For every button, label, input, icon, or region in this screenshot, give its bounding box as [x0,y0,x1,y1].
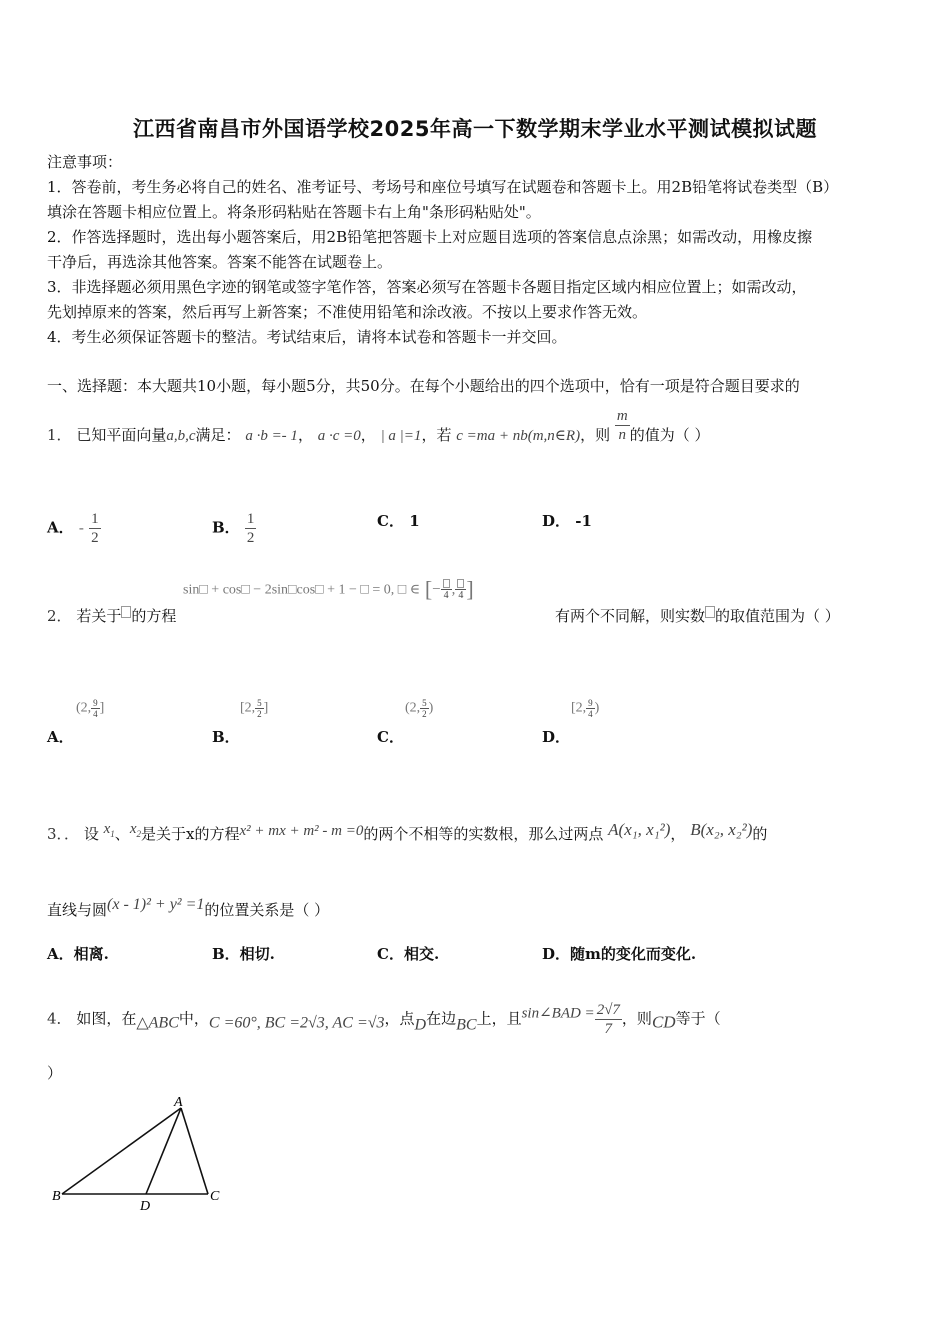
q1-option-d-label: D． [542,512,571,530]
triangle-figure [40,1090,240,1220]
q2-option-b[interactable] [212,726,240,747]
q4-text-4: 在边 [426,1009,457,1028]
q4-text-1: 如图，在 [76,1009,137,1028]
q2-option-c-value: (2, $\frac{5}{2}$ ) [405,698,434,719]
q1-math-norm: | a |=1 [380,428,422,444]
q1-math-combination: c =ma + nb(m,n∈R) [456,428,581,444]
q2-variable-box-2 [705,606,715,618]
notice-line-5: 3．非选择题必须用黑色字迹的钢笔或签字笔作答，答案必须写在答题卡各题目指定区域内相应位置上；如需改动， [47,278,807,296]
q2-option-d[interactable] [542,726,570,747]
q1-option-b-label: B． [212,518,240,537]
q1-option-c-label: C． [377,512,404,530]
q1-option-b[interactable] [212,510,256,547]
q2-equation-text: sin□ + cos□ − 2sin□cos□ + 1 − □ = 0, □ ∈ [183,582,421,598]
q2-option-a-label: A． [47,728,74,746]
question-3 [47,819,767,844]
q3-option-d[interactable]: D．随m的变化而变化. [542,945,697,963]
q2-option-d-label: D． [542,728,571,746]
q1-math-ab: a ·b =- 1 [245,428,298,444]
question-4 [47,1001,721,1038]
q2-option-b-value: [2, $\frac{5}{2}$ ] [240,698,269,719]
question-1 [47,407,710,446]
q2-interval-frac-2 [455,578,466,601]
q4-closing-paren: ） [47,1064,63,1082]
q4-text-6: ，则 [621,1009,652,1028]
q2-interval-frac-2-den: 4 [458,590,464,601]
q3-option-a[interactable]: A．相离. [47,945,109,963]
question-3-line-2 [47,895,329,920]
q2-text-2: 的方程 [131,607,177,625]
q1-option-b-num: 1 [246,511,255,527]
q3-text-6: 的 [752,825,768,843]
q1-fraction-m-n [615,407,630,444]
q3-option-b[interactable]: B．相切. [212,945,275,963]
q3-text-3: 是关于x的方程 [140,825,240,843]
label-c: C [210,1189,220,1204]
q2-interval-frac-1-den: 4 [443,590,449,601]
label-d: D [140,1199,151,1214]
question-2-tail [555,606,840,626]
q3-point-a: A(x₁, x₁²) [608,820,671,839]
q1-option-a-num: 1 [91,511,99,527]
q1-option-b-den: 2 [246,530,255,546]
q4-number: 4． [47,1009,72,1028]
q2-text-3: 有两个不同解，则实数 [555,607,706,625]
q3-text-5: ， [670,825,686,843]
q2-option-d-value: [2, $\frac{9}{4}$ ) [571,698,600,719]
q4-text-7: 等于（ [675,1009,721,1028]
q1-option-a-den: 2 [91,530,99,546]
q1-math-vectors: a,b,c [166,428,196,444]
q3-text-1: 设 [83,825,99,843]
q1-option-d[interactable] [542,510,592,531]
q4-sin-num: 2√7 [596,1002,620,1018]
q3-text-2: 、 [114,825,130,843]
q2-option-a-value: (2, $\frac{9}{4}$ ] [76,698,105,719]
q3-line2-text-a: 直线与圆 [47,901,108,919]
q3-line2-text-b: 的位置关系是（ ） [204,901,330,919]
q1-text-3: ， [297,426,313,444]
q2-interval-minus: − [432,581,441,598]
q3-circle-equation: (x - 1)² + y² =1 [107,896,205,913]
q2-option-b-label: B． [212,728,240,746]
q1-option-d-value: -1 [575,512,592,530]
q2-interval-frac-1 [441,578,452,601]
q3-option-c[interactable]: C．相交. [377,945,440,963]
q1-option-c-value: 1 [409,512,420,530]
q2-text-1: 若关于 [76,607,122,625]
q4-text-2: 中， [178,1009,209,1028]
page-title: 江西省南昌市外国语学校2025年高一下数学期末学业水平测试模拟试题 [133,117,817,141]
q4-segment-cd: CD [651,1012,676,1032]
notice-line-4: 干净后，再选涂其他答案。答案不能答在试题卷上。 [47,253,393,271]
q2-option-c-label: C． [377,728,404,746]
q2-equation: sin□ + cos□ − 2sin□cos□ + 1 − □ = 0, □ ∈ [− 4 , 4 ] [183,576,474,602]
q1-option-a-sign: - [78,520,84,537]
q3-point-b: B(x₂, x₂²) [690,820,753,839]
q4-sin-expression: sin∠BAD = [521,1005,595,1022]
notice-line-6: 先划掉原来的答案，然后再写上新答案；不准使用铅笔和涂改液。不按以上要求作答无效。 [47,303,648,321]
q1-frac-numerator: m [616,407,628,424]
q4-side-bc: BC [456,1016,477,1034]
q3-text-4: 的两个不相等的实数根，那么过两点 [363,825,604,843]
q1-option-c[interactable] [377,510,420,531]
notice-line-2: 填涂在答题卡相应位置上。将条形码粘贴在答题卡右上角"条形码粘贴处"。 [47,203,541,221]
q2-text-4: 的取值范围为（ ） [715,607,840,625]
q4-point-d: D [414,1016,427,1034]
q1-option-a-fraction [89,510,101,547]
q3-x2: $x_2$ [129,821,141,839]
side-ac [181,1108,208,1194]
q1-text-5: ，若 [421,426,452,444]
q3-x1: $x_1$ [103,821,115,839]
q2-option-a[interactable] [47,726,74,747]
q1-math-ac: a ·c =0 [317,428,361,444]
question-2 [47,606,176,626]
q4-sin-den: 7 [604,1021,613,1037]
q4-triangle: △ABC [136,1014,179,1032]
q1-text-1: 已知平面向量 [76,426,167,444]
q2-number: 2． [47,607,72,625]
label-b: B [52,1189,61,1204]
q1-frac-denominator: n [618,426,627,443]
q1-text-4: ， [360,426,376,444]
q1-number: 1． [47,426,72,444]
q4-text-3: ，点 [384,1009,415,1028]
q1-text-7: 的值为（ ） [629,426,710,444]
q3-number: 3．． [47,825,80,843]
q4-sin-fraction [595,1001,622,1038]
notice-line-1: 1．答卷前，考生务必将自己的姓名、准考证号、考场号和座位号填写在试题卷和答题卡上。用2B铅笔将试卷类型（B） [47,178,839,196]
q1-option-b-fraction [245,510,257,547]
section-heading: 一、选择题：本大题共10小题，每小题5分，共50分。在每个小题给出的四个选项中，恰有一项是符合题目要求的 [47,377,800,395]
q2-variable-box-1 [121,606,131,618]
notice-heading: 注意事项： [47,153,123,171]
q1-option-a-label: A． [47,518,74,537]
q1-option-a[interactable] [47,510,101,547]
q1-text-2: 满足： [195,426,241,444]
q4-conditions: C =60°, BC =2√3, AC =√3 [208,1014,385,1032]
q4-text-5: 上，且 [476,1009,522,1028]
notice-line-7: 4．考生必须保证答题卡的整洁。考试结束后，请将本试卷和答题卡一并交回。 [47,328,567,346]
notice-line-3: 2．作答选择题时，选出每小题答案后，用2B铅笔把答题卡上对应题目选项的答案信息点涂黑；如需改动，用橡皮擦 [47,228,813,246]
label-a: A [174,1095,183,1110]
q2-option-c[interactable] [377,726,404,747]
q3-equation: x² + mx + m² - m =0 [239,823,364,839]
q1-text-6: ，则 [580,426,611,444]
